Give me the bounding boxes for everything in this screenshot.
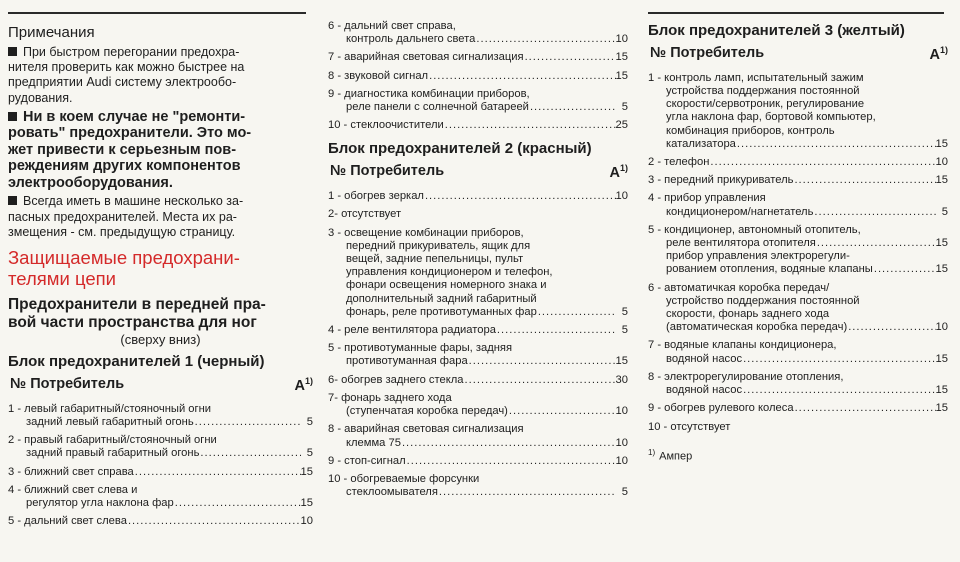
notes-list (8, 45, 313, 240)
leader-dots (406, 455, 616, 468)
fuse-item (648, 174, 948, 187)
column-left (8, 20, 313, 533)
fuse-item (8, 515, 313, 528)
fuse-line (648, 237, 948, 250)
fuse-consumer: аварийная световая сигнализация (344, 423, 524, 436)
note-text: Ни в коем случае не "ремонти- (23, 108, 246, 125)
fuse-line (648, 353, 948, 366)
fuse-item (328, 455, 628, 468)
fuse-consumer: кондиционер, автономный отопитель, (664, 223, 861, 236)
note-line (8, 60, 313, 75)
leader-dots (127, 515, 301, 528)
fuse-consumer: фонари освещения номерного знака и (346, 279, 547, 292)
fuse-consumer: угла наклона фар, бортовой компьютер, (666, 111, 876, 124)
fuse-amperage: 15 (935, 137, 948, 150)
fuse-number: 2 - (8, 434, 25, 447)
fuse-consumer: управления кондиционером и телефон, (346, 266, 553, 279)
header-amp: $A^{1)}$ (294, 375, 313, 394)
fuse-line (648, 371, 948, 384)
fuse-consumer: аварийная световая сигнализация (344, 51, 524, 64)
notes-heading: Примечания (8, 24, 95, 41)
fuse-consumer: вещей, задние пепельницы, пульт (346, 253, 524, 266)
fuse-item (648, 371, 948, 397)
fuse-consumer: ближний свет слева и (24, 483, 138, 496)
fuse-number: 5 - (8, 515, 25, 528)
fuse-item (328, 473, 628, 499)
leader-dots (438, 486, 616, 499)
note-line (8, 225, 313, 240)
fuse-consumer: кондиционером/нагнетатель (666, 205, 814, 218)
fuse-amperage: 5 (621, 101, 628, 114)
fuse-amperage: 10 (615, 436, 628, 449)
fuse-line (328, 190, 628, 203)
fuse-consumer: передний прикуриватель (664, 174, 794, 187)
note-text: пасных предохранителей. Места их ра- (8, 209, 237, 224)
leader-dots (793, 174, 935, 187)
fuse-line (648, 192, 948, 205)
block1-header (8, 376, 313, 394)
fuse-number: 10 - (328, 119, 351, 132)
fuse-line (328, 342, 628, 355)
fuse-amperage: 5 (621, 305, 628, 318)
fuse-amperage: 10 (615, 405, 628, 418)
fuse-item (328, 324, 628, 337)
fuse-item (8, 434, 313, 460)
fuse-consumer: дальний свет справа, (344, 20, 456, 32)
fuse-consumer: противотуманная фара (346, 355, 468, 368)
fuse-line (648, 308, 948, 321)
fuse-line (648, 85, 948, 98)
fuse-number: 1 - (8, 402, 25, 415)
fuse-line (328, 437, 628, 450)
fuse-item (648, 282, 948, 335)
note-line (8, 75, 313, 90)
leader-dots (134, 466, 301, 479)
fuse-consumer: отсутствует (341, 208, 402, 221)
front-fuses-subtitle: (сверху вниз) (120, 331, 201, 347)
fuse-consumer: (автоматическая коробка передач) (666, 321, 848, 334)
fuse-line (328, 473, 628, 486)
fuse-consumer: рованием отопления, водяные клапаны (666, 263, 873, 276)
top-rule-left (8, 12, 306, 14)
header-consumer: № Потребитель (650, 45, 765, 61)
fuse-line (648, 156, 948, 169)
fuse-consumer: контроль ламп, испытательный зажим (664, 71, 864, 84)
fuse-item (328, 392, 628, 418)
fuse-consumer: ближний свет справа (24, 465, 134, 478)
fuse-amperage: 10 (935, 156, 948, 169)
fuse-amperage: 15 (615, 51, 628, 64)
fuse-amperage: 15 (935, 237, 948, 250)
fuse-line (648, 98, 948, 111)
fuse-amperage: 5 (306, 447, 313, 460)
note-text: ровать" предохранители. Это мо- (8, 125, 252, 142)
fuse-line (328, 20, 628, 33)
leader-dots (174, 497, 301, 510)
header-amp: $A^{1)}$ (609, 163, 628, 182)
fuse-item (328, 51, 628, 64)
fuse-line (8, 416, 313, 429)
fuse-consumer: звуковой сигнал (344, 69, 429, 82)
fuse-consumer: диагностика комбинации приборов, (344, 87, 530, 100)
fuse-number: 8 - (328, 423, 345, 436)
fuse-line (328, 101, 628, 114)
fuse-line (8, 484, 313, 497)
fuse-number: 4 - (328, 324, 345, 337)
fuse-line (8, 403, 313, 416)
protected-circuits-title: Защищаемые предохрани- телями цепи (8, 246, 240, 289)
fuse-consumer: стоп-сигнал (344, 454, 406, 467)
fuse-line (648, 282, 948, 295)
fuse-consumer: скорости, фонарь заднего хода (666, 308, 830, 321)
fuse-line (328, 208, 628, 221)
fuse-line (328, 324, 628, 337)
note-text: Всегда иметь в машине несколько за- (23, 194, 244, 209)
fuse-line (8, 434, 313, 447)
fuse-line (328, 227, 628, 240)
fuse-line (8, 515, 313, 528)
block3-header (648, 45, 948, 63)
fuse-item (8, 466, 313, 479)
fuse-line (328, 253, 628, 266)
fuse-line (648, 72, 948, 85)
fuse-consumer: задний левый габаритный огонь (26, 415, 194, 428)
bullet-square-icon (8, 47, 17, 56)
fuse-line (328, 293, 628, 306)
fuse-line (328, 405, 628, 418)
fuse-line (648, 402, 948, 415)
fuse-consumer: катализатора (666, 137, 736, 150)
fuse-consumer: отсутствует (670, 420, 731, 433)
fuse-line (648, 421, 948, 434)
fuse-consumer: левый габаритный/стояночный огни (24, 402, 212, 415)
fuse-consumer: стеклоомывателя (346, 486, 438, 499)
fuse-item (8, 403, 313, 429)
fuse-amperage: 15 (935, 263, 948, 276)
note-text: предприятии Audi систему электрообо- (8, 75, 237, 90)
leader-dots (444, 119, 616, 132)
fuse-amperage: 10 (615, 454, 628, 467)
fuse-line (648, 224, 948, 237)
fuse-number: 4 - (648, 192, 665, 205)
fuse-consumer: устройство поддержания постоянной (666, 294, 860, 307)
fuse-amperage: 25 (615, 119, 628, 132)
leader-dots (194, 416, 301, 429)
note-text: реждениям других компонентов (8, 158, 241, 175)
fuse-line (648, 111, 948, 124)
fuse-item (648, 421, 948, 434)
note-line (8, 125, 313, 142)
fuse-item (328, 423, 628, 449)
fuse-consumer: прибор управления электрорегули- (666, 250, 850, 263)
fuse-number: 8 - (648, 370, 665, 383)
fuse-line (328, 88, 628, 101)
fuse-consumer: автоматичкая коробка передач/ (664, 281, 830, 294)
fuse-consumer: стеклоочистители (350, 119, 444, 132)
fuse-consumer: прибор управления (664, 192, 766, 205)
fuse-line (648, 138, 948, 151)
block2-title: Блок предохранителей 2 (красный) (328, 140, 592, 158)
leader-dots (424, 190, 616, 203)
fuse-line (328, 486, 628, 499)
fuse-item (328, 190, 628, 203)
leader-dots (794, 402, 936, 415)
fuse-line (328, 240, 628, 253)
fuse-item (648, 72, 948, 151)
note-text: жет привести к серьезным пов- (8, 141, 237, 158)
fuse-line (8, 497, 313, 510)
fuse-item (648, 402, 948, 415)
leader-dots (475, 33, 615, 46)
note-text: змещения - см. предыдущую страницу. (8, 224, 236, 239)
fuse-consumer: реле вентилятора отопителя (666, 237, 816, 250)
fuse-item (328, 88, 628, 114)
block2-header (328, 163, 628, 181)
leader-dots (401, 437, 616, 450)
fuse-number: 1 - (648, 71, 665, 84)
note-line (8, 158, 313, 175)
top-rule-right (648, 12, 944, 14)
fuse-item (648, 192, 948, 218)
fuse-amperage: 30 (615, 373, 628, 386)
fuse-consumer: обогрев зеркал (344, 190, 424, 203)
fuse-line (648, 339, 948, 352)
note-line (8, 109, 313, 126)
fuse-amperage: 15 (935, 352, 948, 365)
note-line (8, 91, 313, 106)
fuse-amperage: 10 (615, 33, 628, 46)
fuse-amperage: 10 (615, 190, 628, 203)
leader-dots (428, 70, 615, 83)
fuse-consumer: задний правый габаритный огонь (26, 447, 200, 460)
fuse-line (8, 447, 313, 460)
fuse-number: 6 - (328, 20, 345, 32)
leader-dots (742, 353, 935, 366)
fuse-number: 7 - (328, 51, 345, 64)
fuse-line (648, 321, 948, 334)
fuse-consumer: электрорегулирование отопления, (664, 370, 844, 383)
fuse-amperage: 15 (935, 174, 948, 187)
fuse-line (8, 466, 313, 479)
fuse-item (648, 339, 948, 365)
leader-dots (468, 355, 616, 368)
fuse-number: 7 - (648, 339, 665, 352)
leader-dots (813, 206, 936, 219)
leader-dots (873, 263, 936, 276)
fuse-amperage: 15 (615, 355, 628, 368)
fuse-consumer: клемма 75 (346, 436, 401, 449)
fuse-consumer: дополнительный задний габаритный (346, 292, 537, 305)
bullet-square-icon (8, 112, 17, 121)
fuse-consumer: телефон (664, 156, 710, 169)
fuse-item (328, 70, 628, 83)
fuse-line (328, 374, 628, 387)
fuse-consumer: устройства поддержания постоянной (666, 85, 860, 98)
note-item (8, 194, 313, 240)
header-amp: $A^{1)}$ (929, 45, 948, 63)
fuse-item (328, 227, 628, 319)
leader-dots (529, 101, 616, 114)
fuse-line (328, 392, 628, 405)
fuse-consumer: фонарь заднего хода (341, 391, 452, 404)
fuse-item (328, 342, 628, 368)
fuse-number: 10 - (648, 420, 671, 433)
fuse-line (328, 306, 628, 319)
note-line (8, 194, 313, 209)
leader-dots (816, 237, 936, 250)
fuse-item (328, 208, 628, 221)
leader-dots (736, 138, 936, 151)
fuse-item (648, 156, 948, 169)
fuse-number: 6 - (648, 281, 665, 294)
header-consumer: № Потребитель (10, 375, 125, 392)
fuse-amperage: 5 (621, 324, 628, 337)
fuse-line (328, 355, 628, 368)
note-line (8, 45, 313, 60)
fuse-number: 9 - (648, 402, 665, 415)
note-item (8, 109, 313, 192)
leader-dots (524, 51, 616, 64)
leader-dots (847, 321, 935, 334)
fuse-number: 7- (328, 391, 342, 404)
footnote: $^{1)}$ Ампер (648, 447, 693, 463)
fuse-number: 9 - (328, 87, 345, 100)
fuse-amperage: 15 (935, 402, 948, 415)
front-fuses-title: Предохранители в передней пра- вой части пространства для ног (8, 295, 266, 331)
fuse-consumer: (ступенчатая коробка передач) (346, 405, 508, 418)
note-line (8, 142, 313, 159)
block2-fuse-list (328, 190, 628, 499)
fuse-line (648, 125, 948, 138)
fuse-line (328, 423, 628, 436)
fuse-line (648, 384, 948, 397)
fuse-amperage: 5 (941, 205, 948, 218)
note-line (8, 210, 313, 225)
fuse-line (328, 51, 628, 64)
fuse-line (648, 250, 948, 263)
fuse-amperage: 10 (935, 321, 948, 334)
fuse-item (328, 119, 628, 132)
note-text: электрооборудования. (8, 174, 173, 191)
leader-dots (508, 405, 616, 418)
fuse-consumer: фонарь, реле противотуманных фар (346, 305, 537, 318)
column-middle (328, 20, 628, 504)
fuse-number: 10 - (328, 472, 351, 485)
fuse-line (328, 119, 628, 132)
fuse-line (648, 295, 948, 308)
fuse-number: 3 - (328, 226, 345, 239)
fuse-consumer: контроль дальнего света (346, 33, 476, 46)
fuse-consumer: обогрев заднего стекла (341, 373, 464, 386)
fuse-line (648, 174, 948, 187)
fuse-number: 6- (328, 373, 342, 386)
fuse-consumer: водяные клапаны кондиционера, (664, 339, 837, 352)
fuse-consumer: реле панели с солнечной батареей (346, 101, 529, 114)
fuse-consumer: противотуманные фары, задняя (344, 342, 513, 355)
fuse-item (328, 20, 628, 46)
fuse-line (648, 263, 948, 276)
block1-fuse-list (8, 403, 313, 529)
fuse-consumer: передний прикуриватель, ящик для (346, 239, 531, 252)
fuse-amperage: 15 (615, 69, 628, 82)
fuse-number: 3 - (8, 465, 25, 478)
leader-dots (464, 374, 616, 387)
fuse-amperage: 5 (306, 415, 313, 428)
fuse-amperage: 15 (935, 384, 948, 397)
note-text: рудования. (8, 90, 73, 105)
fuse-number: 4 - (8, 483, 25, 496)
fuse-number: 5 - (648, 223, 665, 236)
header-consumer: № Потребитель (330, 163, 445, 180)
fuse-consumer: водяной насос (666, 352, 743, 365)
fuse-item (648, 224, 948, 277)
block3-fuse-list (648, 72, 948, 434)
fuse-number: 3 - (648, 174, 665, 187)
fuse-line (648, 206, 948, 219)
bullet-square-icon (8, 196, 17, 205)
leader-dots (496, 324, 616, 337)
fuse-item (8, 484, 313, 510)
fuse-consumer: дальний свет слева (24, 515, 127, 528)
fuse-consumer: правый габаритный/стояночный огни (24, 434, 217, 447)
fuse-line (328, 33, 628, 46)
note-text: При быстром перегорании предохра- (23, 45, 240, 59)
leader-dots (742, 384, 935, 397)
fuse-item (328, 374, 628, 387)
leader-dots (199, 447, 301, 460)
fuse-number: 9 - (328, 454, 345, 467)
fuse-amperage: 15 (300, 465, 313, 478)
note-text: нителя проверить как можно быстрее на (8, 60, 245, 75)
leader-dots (537, 306, 616, 319)
block1-title: Блок предохранителей 1 (черный) (8, 352, 265, 370)
fuse-consumer: водяной насос (666, 384, 743, 397)
block3-title: Блок предохранителей 3 (желтый) (648, 22, 905, 39)
fuse-consumer: обогреваемые форсунки (350, 472, 480, 485)
fuse-consumer: комбинация приборов, контроль (666, 124, 835, 137)
fuse-consumer: регулятор угла наклона фар (26, 496, 174, 509)
fuse-line (328, 70, 628, 83)
fuse-amperage: 15 (300, 496, 313, 509)
fuse-number: 5 - (328, 342, 345, 355)
note-item (8, 45, 313, 106)
fuse-consumer: реле вентилятора радиатора (344, 324, 496, 337)
note-line (8, 175, 313, 192)
fuse-line (328, 266, 628, 279)
fuse-consumer: обогрев рулевого колеса (664, 402, 794, 415)
fuse-line (328, 279, 628, 292)
fuse-number: 2- (328, 208, 342, 221)
leader-dots (709, 156, 935, 169)
fuse-number: 2 - (648, 156, 665, 169)
column-right (648, 20, 948, 462)
fuse-consumer: освещение комбинации приборов, (344, 226, 524, 239)
fuse-line (328, 455, 628, 468)
fuse-consumer: скорости/сервотроник, регулирование (666, 98, 865, 111)
fuse-amperage: 5 (621, 486, 628, 499)
fuse-number: 1 - (328, 190, 345, 203)
block1-fuse-list-cont (328, 20, 628, 132)
fuse-number: 8 - (328, 69, 345, 82)
fuse-amperage: 10 (300, 515, 313, 528)
